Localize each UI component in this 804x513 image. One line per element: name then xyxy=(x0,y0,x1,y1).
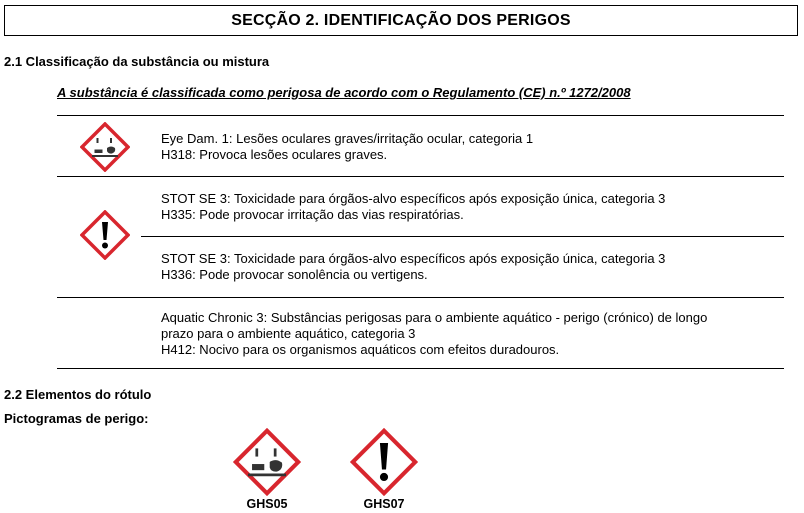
pictogram-code: GHS05 xyxy=(246,497,288,511)
label-elements-heading: 2.2 Elementos do rótulo xyxy=(4,387,152,402)
divider xyxy=(57,297,784,298)
divider xyxy=(57,176,784,177)
divider xyxy=(57,368,784,369)
exclamation-icon xyxy=(80,210,130,260)
classification-heading: 2.1 Classificação da substância ou mistura xyxy=(4,54,270,69)
hazard-statement: STOT SE 3: Toxicidade para órgãos-alvo específicos após exposição única, categoria 3 H336: Pode provocar sonolência ou vertigens. xyxy=(161,251,666,282)
corrosion-icon xyxy=(233,428,301,496)
hazard-statement: Eye Dam. 1: Lesões oculares graves/irritação ocular, categoria 1 H318: Provoca lesões oculares graves. xyxy=(161,131,534,162)
corrosion-icon xyxy=(80,122,130,172)
classification-note: A substância é classificada como perigosa de acordo com o Regulamento (CE) n.º 1272/2008 xyxy=(57,85,631,100)
exclamation-icon xyxy=(350,428,418,496)
divider xyxy=(141,236,784,237)
hazard-statement: STOT SE 3: Toxicidade para órgãos-alvo específicos após exposição única, categoria 3 H335: Pode provocar irritação das vias respiratórias. xyxy=(161,191,666,222)
pictogram-code: GHS07 xyxy=(363,497,405,511)
pictograms-heading: Pictogramas de perigo: xyxy=(4,411,149,426)
section-title: SECÇÃO 2. IDENTIFICAÇÃO DOS PERIGOS xyxy=(4,5,798,36)
hazard-statement: Aquatic Chronic 3: Substâncias perigosas para o ambiente aquático - perigo (crónico) de longo prazo para o ambiente aquático, categoria 3 H412: Nocivo para os organismos aquáticos com efeitos duradouros. xyxy=(161,310,708,357)
divider xyxy=(57,115,784,116)
